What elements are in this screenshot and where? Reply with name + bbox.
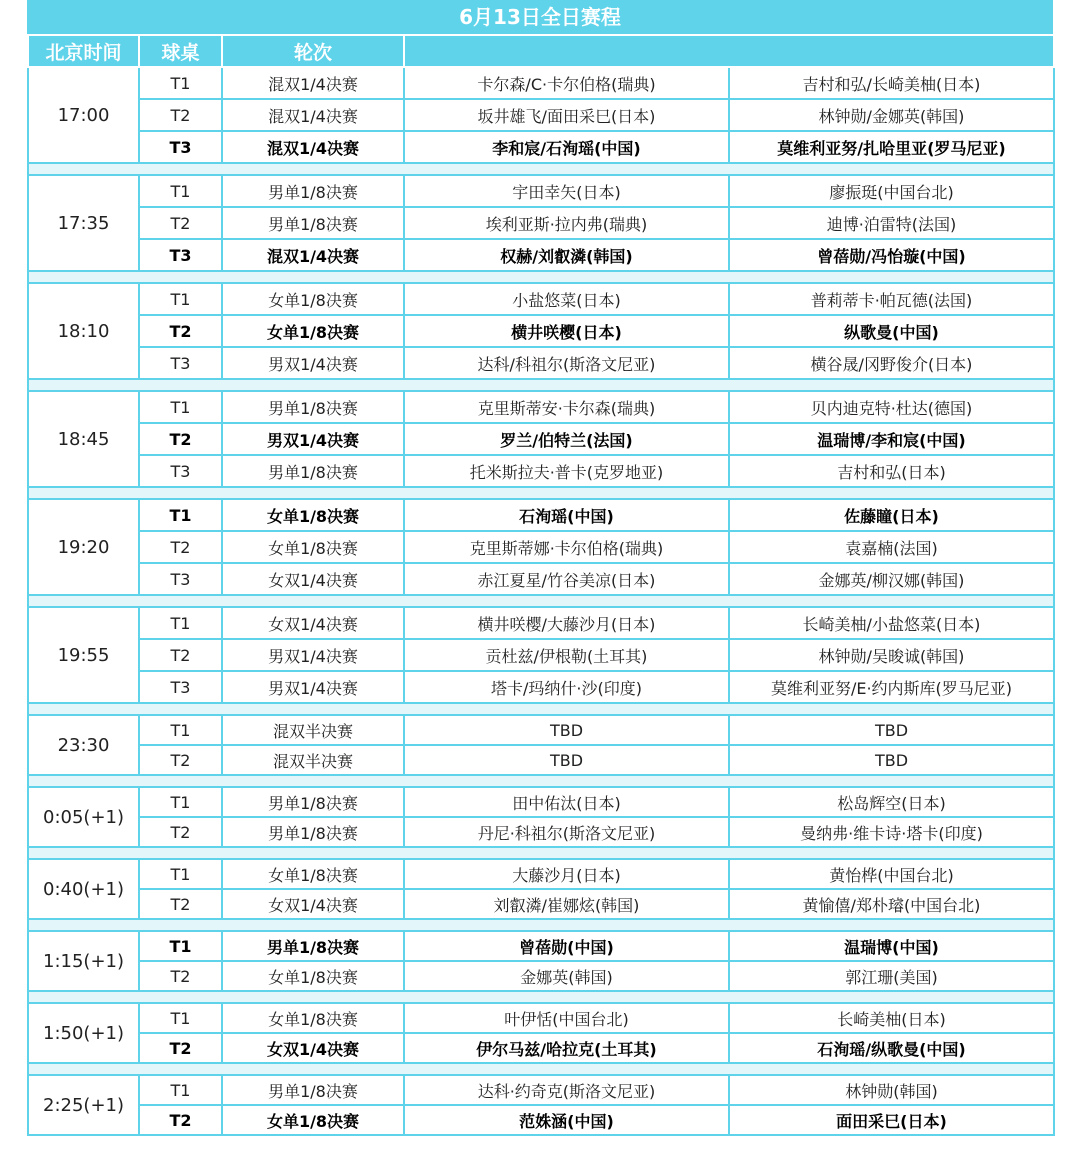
player-b-cell: 林钟勋(韩国) [729, 1075, 1054, 1105]
header-row [28, 35, 1054, 67]
round-cell: 女单1/8决赛 [222, 1003, 404, 1033]
player-a-cell: 刘叡潾/崔娜炫(韩国) [404, 889, 729, 919]
schedule-body [28, 67, 1054, 1135]
match-row [28, 391, 1054, 423]
separator-cell [28, 595, 1054, 607]
player-a-cell: 丹尼·科祖尔(斯洛文尼亚) [404, 817, 729, 847]
round-cell: 女单1/8决赛 [222, 859, 404, 889]
player-b-cell: 黄愉僖/郑朴璿(中国台北) [729, 889, 1054, 919]
player-b-cell: 松岛辉空(日本) [729, 787, 1054, 817]
player-a-cell: 金娜英(韩国) [404, 961, 729, 991]
player-a-cell: 权赫/刘叡潾(韩国) [404, 239, 729, 271]
player-b-cell: 曾蓓勋/冯怡璇(中国) [729, 239, 1054, 271]
separator-cell [28, 379, 1054, 391]
table-cell: T3 [139, 131, 222, 163]
round-cell: 女单1/8决赛 [222, 961, 404, 991]
player-b-cell: 郭江珊(美国) [729, 961, 1054, 991]
schedule-container [27, 0, 1053, 1136]
table-cell: T1 [139, 283, 222, 315]
match-row [28, 563, 1054, 595]
round-cell: 男单1/8决赛 [222, 175, 404, 207]
player-b-cell: 莫维利亚努/E·约内斯库(罗马尼亚) [729, 671, 1054, 703]
slot-separator [28, 703, 1054, 715]
match-row [28, 239, 1054, 271]
header-time: 北京时间 [28, 35, 139, 67]
table-cell: T1 [139, 499, 222, 531]
match-row [28, 1075, 1054, 1105]
table-cell: T2 [139, 961, 222, 991]
match-row [28, 99, 1054, 131]
player-b-cell: 温瑞博/李和宸(中国) [729, 423, 1054, 455]
time-cell: 19:55 [28, 607, 139, 703]
player-a-cell: 塔卡/玛纳什·沙(印度) [404, 671, 729, 703]
match-row [28, 931, 1054, 961]
slot-separator [28, 595, 1054, 607]
slot-separator [28, 379, 1054, 391]
match-row [28, 745, 1054, 775]
separator-cell [28, 1063, 1054, 1075]
time-cell: 19:20 [28, 499, 139, 595]
player-a-cell: 坂井雄飞/面田采巳(日本) [404, 99, 729, 131]
match-row [28, 1033, 1054, 1063]
table-cell: T3 [139, 347, 222, 379]
header-players [404, 35, 1054, 67]
table-cell: T2 [139, 531, 222, 563]
round-cell: 男双1/4决赛 [222, 423, 404, 455]
table-cell: T1 [139, 607, 222, 639]
table-cell: T3 [139, 239, 222, 271]
player-b-cell: 普莉蒂卡·帕瓦德(法国) [729, 283, 1054, 315]
slot-separator [28, 919, 1054, 931]
round-cell: 男单1/8决赛 [222, 817, 404, 847]
header-table: 球桌 [139, 35, 222, 67]
player-a-cell: 小盐悠菜(日本) [404, 283, 729, 315]
player-b-cell: 面田采巳(日本) [729, 1105, 1054, 1135]
player-b-cell: 贝内迪克特·杜达(德国) [729, 391, 1054, 423]
round-cell: 女双1/4决赛 [222, 1033, 404, 1063]
match-row [28, 1105, 1054, 1135]
table-cell: T1 [139, 931, 222, 961]
slot-separator [28, 1063, 1054, 1075]
match-row [28, 787, 1054, 817]
player-a-cell: 克里斯蒂娜·卡尔伯格(瑞典) [404, 531, 729, 563]
player-b-cell: 横谷晟/冈野俊介(日本) [729, 347, 1054, 379]
round-cell: 男单1/8决赛 [222, 931, 404, 961]
match-row [28, 283, 1054, 315]
player-b-cell: 曼纳弗·维卡诗·塔卡(印度) [729, 817, 1054, 847]
separator-cell [28, 991, 1054, 1003]
time-cell: 23:30 [28, 715, 139, 775]
separator-cell [28, 271, 1054, 283]
table-cell: T1 [139, 175, 222, 207]
table-cell: T2 [139, 423, 222, 455]
table-cell: T2 [139, 889, 222, 919]
player-a-cell: 大藤沙月(日本) [404, 859, 729, 889]
time-cell: 17:35 [28, 175, 139, 271]
player-b-cell: 莫维利亚努/扎哈里亚(罗马尼亚) [729, 131, 1054, 163]
round-cell: 男单1/8决赛 [222, 207, 404, 239]
match-row [28, 817, 1054, 847]
table-cell: T2 [139, 745, 222, 775]
player-b-cell: TBD [729, 715, 1054, 745]
player-b-cell: 吉村和弘(日本) [729, 455, 1054, 487]
player-a-cell: TBD [404, 715, 729, 745]
separator-cell [28, 703, 1054, 715]
round-cell: 混双半决赛 [222, 745, 404, 775]
table-cell: T1 [139, 787, 222, 817]
separator-cell [28, 775, 1054, 787]
player-a-cell: 达科/科祖尔(斯洛文尼亚) [404, 347, 729, 379]
match-row [28, 715, 1054, 745]
time-cell: 1:15(+1) [28, 931, 139, 991]
table-cell: T2 [139, 99, 222, 131]
player-a-cell: 卡尔森/C·卡尔伯格(瑞典) [404, 67, 729, 99]
player-a-cell: 横井咲樱(日本) [404, 315, 729, 347]
round-cell: 女单1/8决赛 [222, 499, 404, 531]
table-cell: T2 [139, 817, 222, 847]
player-b-cell: 吉村和弘/长崎美柚(日本) [729, 67, 1054, 99]
slot-separator [28, 487, 1054, 499]
match-row [28, 67, 1054, 99]
time-cell: 0:40(+1) [28, 859, 139, 919]
table-cell: T2 [139, 1105, 222, 1135]
player-b-cell: 长崎美柚(日本) [729, 1003, 1054, 1033]
table-cell: T3 [139, 671, 222, 703]
match-row [28, 859, 1054, 889]
separator-cell [28, 487, 1054, 499]
player-b-cell: 林钟勋/金娜英(韩国) [729, 99, 1054, 131]
separator-cell [28, 163, 1054, 175]
player-b-cell: 金娜英/柳汉娜(韩国) [729, 563, 1054, 595]
player-a-cell: 达科·约奇克(斯洛文尼亚) [404, 1075, 729, 1105]
table-cell: T3 [139, 563, 222, 595]
round-cell: 男单1/8决赛 [222, 1075, 404, 1105]
slot-separator [28, 847, 1054, 859]
round-cell: 混双1/4决赛 [222, 99, 404, 131]
player-a-cell: 罗兰/伯特兰(法国) [404, 423, 729, 455]
table-cell: T1 [139, 859, 222, 889]
time-cell: 2:25(+1) [28, 1075, 139, 1135]
player-a-cell: 曾蓓勋(中国) [404, 931, 729, 961]
time-cell: 18:10 [28, 283, 139, 379]
player-a-cell: TBD [404, 745, 729, 775]
player-a-cell: 范姝涵(中国) [404, 1105, 729, 1135]
schedule-title: 6月13日全日赛程 [27, 0, 1053, 34]
player-b-cell: 廖振珽(中国台北) [729, 175, 1054, 207]
round-cell: 男双1/4决赛 [222, 639, 404, 671]
match-row [28, 207, 1054, 239]
player-b-cell: 迪博·泊雷特(法国) [729, 207, 1054, 239]
round-cell: 女双1/4决赛 [222, 607, 404, 639]
round-cell: 女双1/4决赛 [222, 563, 404, 595]
player-a-cell: 克里斯蒂安·卡尔森(瑞典) [404, 391, 729, 423]
match-row [28, 671, 1054, 703]
slot-separator [28, 271, 1054, 283]
separator-cell [28, 847, 1054, 859]
time-cell: 17:00 [28, 67, 139, 163]
round-cell: 混双1/4决赛 [222, 67, 404, 99]
match-row [28, 131, 1054, 163]
match-row [28, 423, 1054, 455]
player-a-cell: 横井咲樱/大藤沙月(日本) [404, 607, 729, 639]
player-b-cell: 石洵瑶/纵歌曼(中国) [729, 1033, 1054, 1063]
round-cell: 男单1/8决赛 [222, 787, 404, 817]
table-cell: T2 [139, 1033, 222, 1063]
match-row [28, 499, 1054, 531]
round-cell: 男双1/4决赛 [222, 671, 404, 703]
round-cell: 混双1/4决赛 [222, 131, 404, 163]
match-row [28, 607, 1054, 639]
table-cell: T1 [139, 715, 222, 745]
header-round: 轮次 [222, 35, 404, 67]
table-cell: T1 [139, 1075, 222, 1105]
player-a-cell: 田中佑汰(日本) [404, 787, 729, 817]
slot-separator [28, 775, 1054, 787]
round-cell: 女单1/8决赛 [222, 283, 404, 315]
player-a-cell: 李和宸/石洵瑶(中国) [404, 131, 729, 163]
player-b-cell: 长崎美柚/小盐悠菜(日本) [729, 607, 1054, 639]
schedule-table [27, 34, 1055, 1136]
player-b-cell: 袁嘉楠(法国) [729, 531, 1054, 563]
match-row [28, 961, 1054, 991]
player-b-cell: 佐藤瞳(日本) [729, 499, 1054, 531]
player-a-cell: 叶伊恬(中国台北) [404, 1003, 729, 1033]
match-row [28, 639, 1054, 671]
player-a-cell: 宇田幸矢(日本) [404, 175, 729, 207]
player-a-cell: 托米斯拉夫·普卡(克罗地亚) [404, 455, 729, 487]
match-row [28, 315, 1054, 347]
round-cell: 女单1/8决赛 [222, 531, 404, 563]
round-cell: 混双半决赛 [222, 715, 404, 745]
match-row [28, 889, 1054, 919]
table-cell: T3 [139, 455, 222, 487]
player-b-cell: 温瑞博(中国) [729, 931, 1054, 961]
match-row [28, 175, 1054, 207]
round-cell: 男双1/4决赛 [222, 347, 404, 379]
round-cell: 女双1/4决赛 [222, 889, 404, 919]
player-b-cell: 黄怡桦(中国台北) [729, 859, 1054, 889]
match-row [28, 347, 1054, 379]
player-a-cell: 埃利亚斯·拉内弗(瑞典) [404, 207, 729, 239]
table-cell: T1 [139, 391, 222, 423]
player-b-cell: TBD [729, 745, 1054, 775]
table-cell: T2 [139, 639, 222, 671]
match-row [28, 455, 1054, 487]
player-a-cell: 赤江夏星/竹谷美凉(日本) [404, 563, 729, 595]
separator-cell [28, 919, 1054, 931]
time-cell: 18:45 [28, 391, 139, 487]
player-b-cell: 林钟勋/吴晙诚(韩国) [729, 639, 1054, 671]
player-a-cell: 贡杜兹/伊根勒(土耳其) [404, 639, 729, 671]
table-cell: T2 [139, 207, 222, 239]
time-cell: 0:05(+1) [28, 787, 139, 847]
match-row [28, 531, 1054, 563]
match-row [28, 1003, 1054, 1033]
round-cell: 女单1/8决赛 [222, 1105, 404, 1135]
slot-separator [28, 991, 1054, 1003]
slot-separator [28, 163, 1054, 175]
round-cell: 女单1/8决赛 [222, 315, 404, 347]
player-b-cell: 纵歌曼(中国) [729, 315, 1054, 347]
round-cell: 混双1/4决赛 [222, 239, 404, 271]
round-cell: 男单1/8决赛 [222, 455, 404, 487]
table-cell: T2 [139, 315, 222, 347]
table-cell: T1 [139, 1003, 222, 1033]
player-a-cell: 石洵瑶(中国) [404, 499, 729, 531]
table-cell: T1 [139, 67, 222, 99]
player-a-cell: 伊尔马兹/哈拉克(土耳其) [404, 1033, 729, 1063]
round-cell: 男单1/8决赛 [222, 391, 404, 423]
time-cell: 1:50(+1) [28, 1003, 139, 1063]
